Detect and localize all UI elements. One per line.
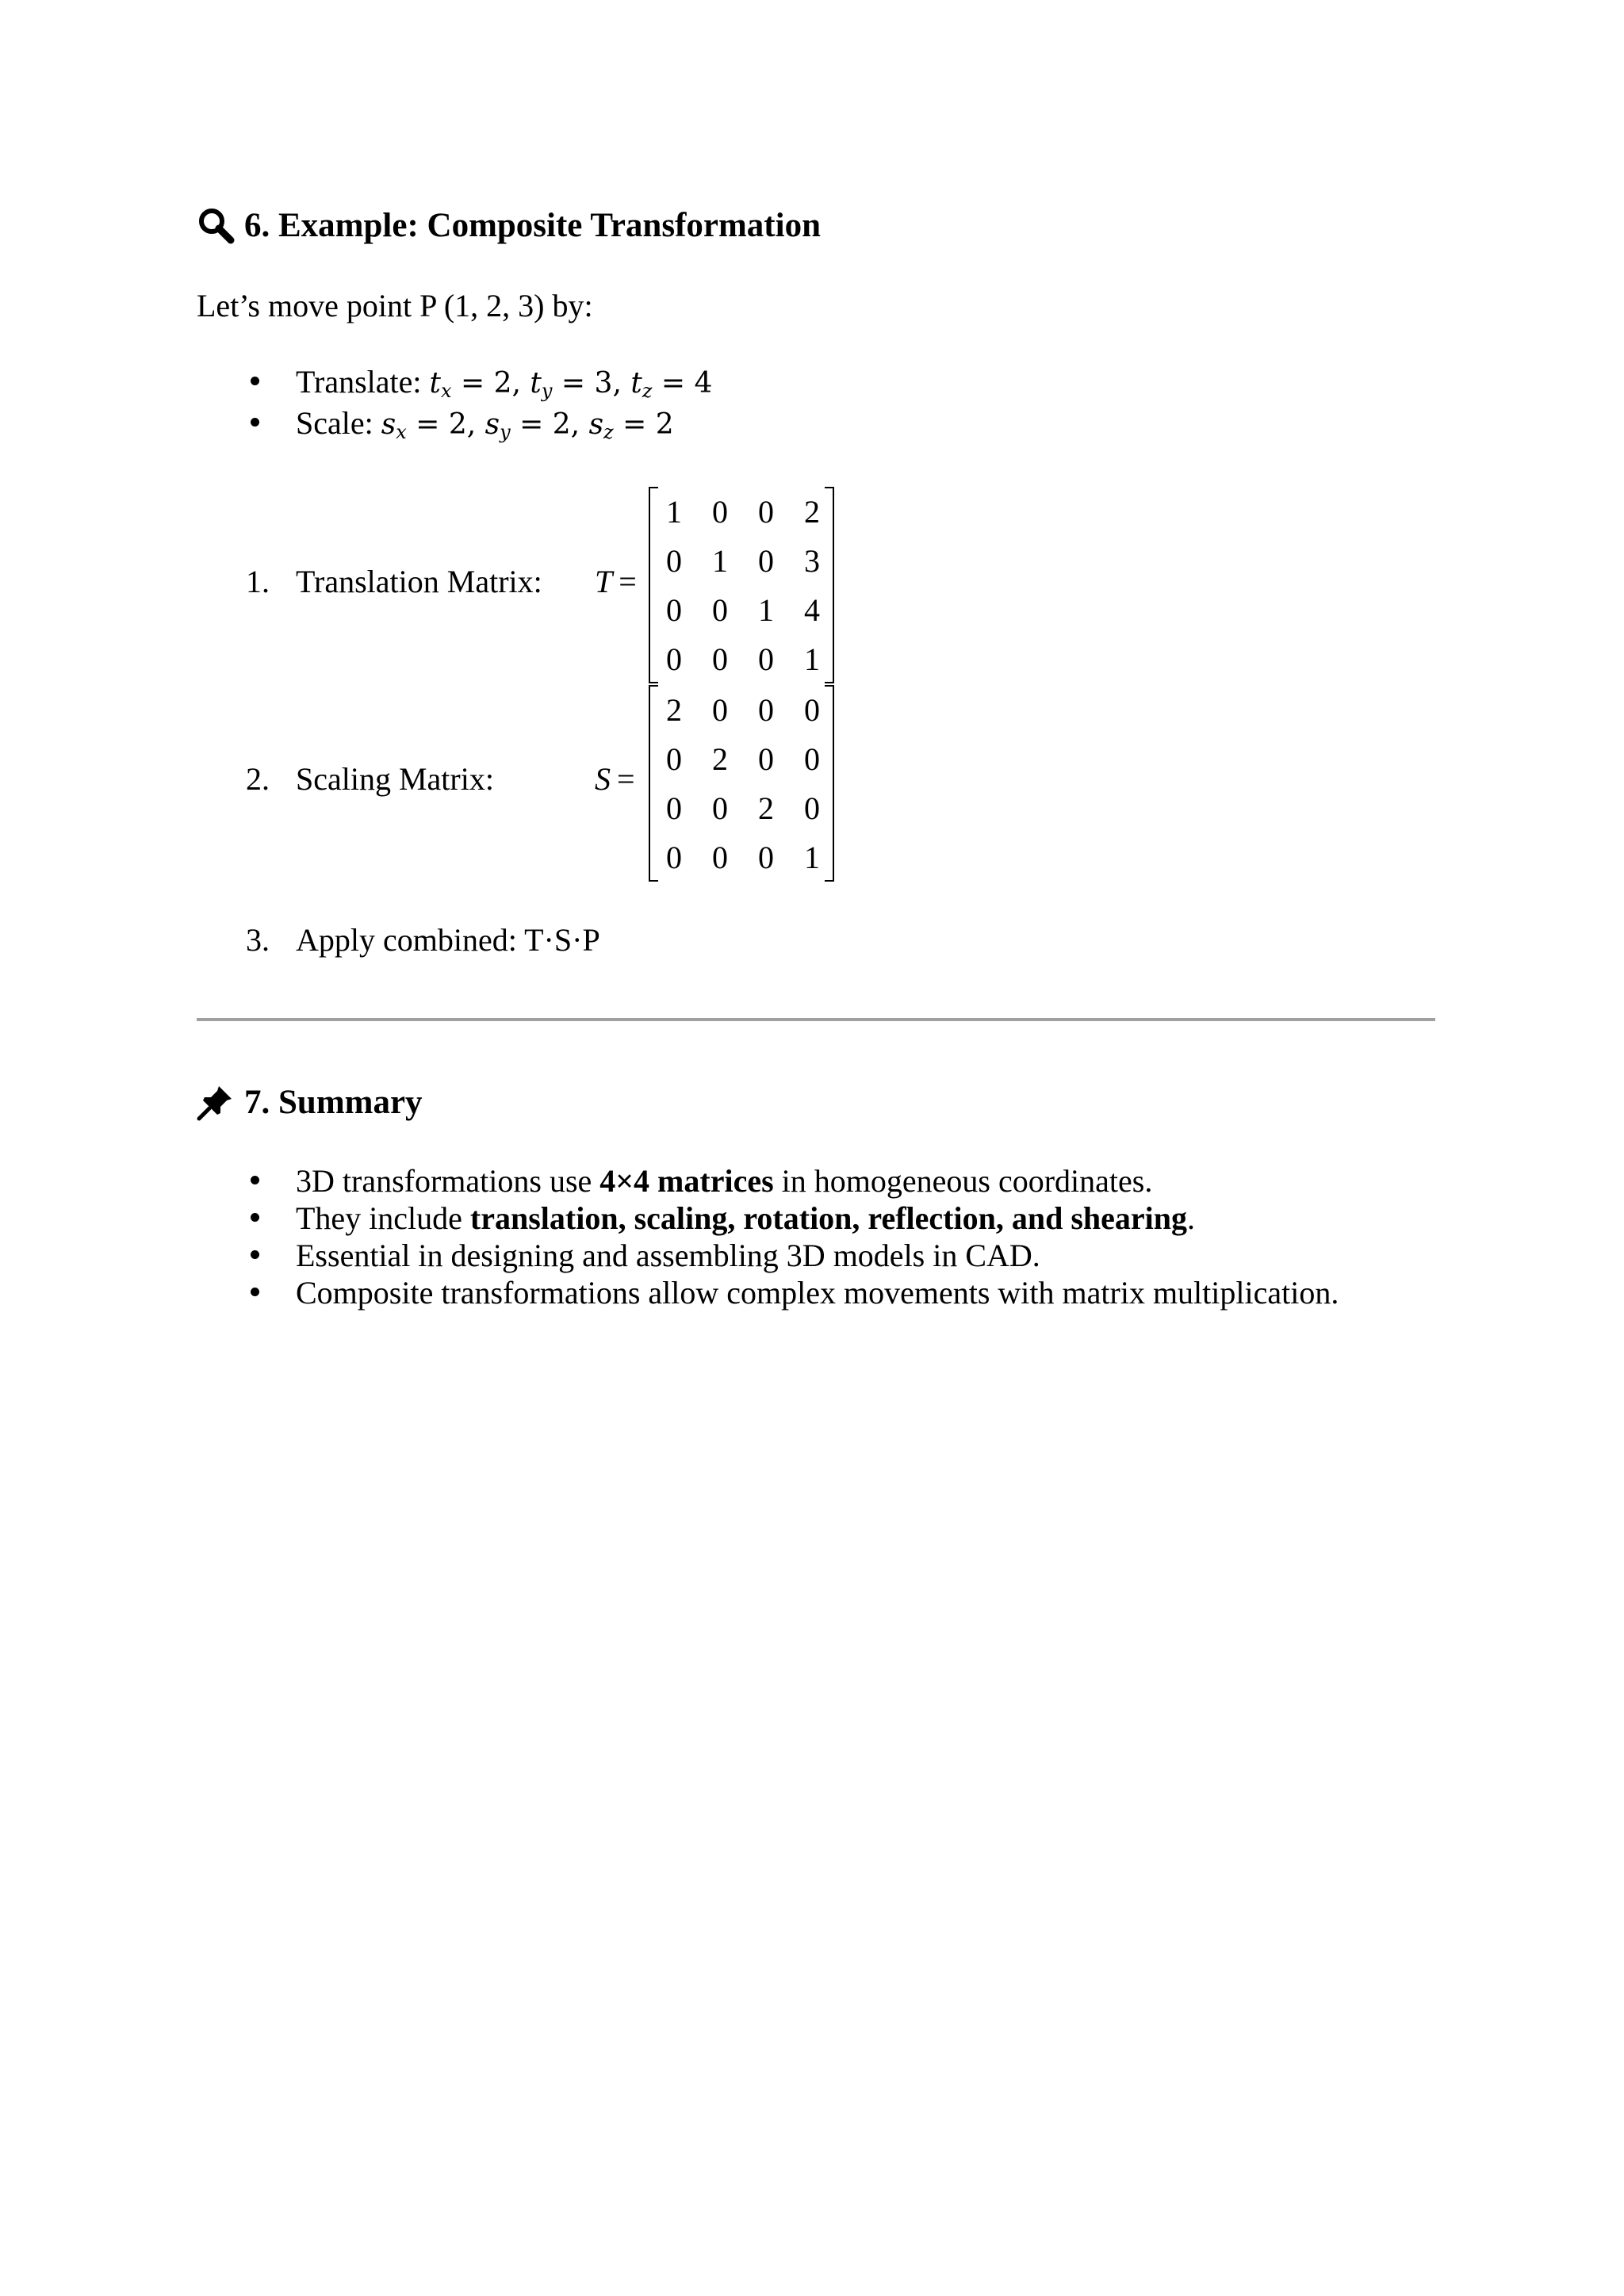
- bullet-dot: [251, 418, 259, 427]
- summary-2-text: They include: [296, 1200, 470, 1236]
- matrix-cell: 0: [712, 494, 728, 530]
- matrix-cell: 2: [666, 692, 682, 728]
- bullet-dot: [251, 1288, 259, 1296]
- matrix-cell: 0: [666, 840, 682, 875]
- step-2-label: Scaling Matrix:: [296, 761, 494, 797]
- matrix-cell: 0: [666, 592, 682, 628]
- matrix-cell: 0: [666, 741, 682, 777]
- step-1-number: 1.: [246, 564, 270, 599]
- matrix-cell: 0: [804, 692, 820, 728]
- matrix-cell: 0: [712, 840, 728, 875]
- section-divider: [197, 1018, 1435, 1021]
- section-7-title: 7. Summary: [244, 1083, 423, 1121]
- summary-2-bold: translation, scaling, rotation, reflection, and shearing: [469, 1200, 1188, 1236]
- matrix-cell: 0: [758, 840, 774, 875]
- matrix-cell: 4: [804, 592, 820, 628]
- matrix-cell: 0: [758, 741, 774, 777]
- matrix-cell: 2: [712, 741, 728, 777]
- matrix-cell: 0: [758, 692, 774, 728]
- matrix-cell: 0: [666, 641, 682, 677]
- matrix-cell: 0: [712, 790, 728, 826]
- summary-1-bold: 4×4 matrices: [599, 1163, 774, 1199]
- sy-value: 2: [552, 408, 571, 441]
- matrix-cell: 1: [712, 543, 728, 579]
- matrix-cell: 0: [712, 592, 728, 628]
- matrix-cell: 0: [758, 641, 774, 677]
- magnifier-icon: [197, 206, 235, 244]
- matrix-cell: 1: [758, 592, 774, 628]
- step-3-number: 3.: [246, 922, 270, 958]
- bullet-dot: [251, 1250, 259, 1259]
- matrix-cell: 2: [804, 494, 820, 530]
- scaling-matrix-symbol: S =: [595, 761, 635, 797]
- matrix-cell: 0: [758, 494, 774, 530]
- matrix-cell: 3: [804, 543, 820, 579]
- matrix-left-bracket: [649, 685, 658, 882]
- translate-label: Translate:: [296, 364, 422, 400]
- pushpin-icon: [197, 1083, 235, 1121]
- matrix-cell: 2: [758, 790, 774, 826]
- section-6-heading: [197, 206, 821, 244]
- matrix-cell: 0: [666, 790, 682, 826]
- tx-value: 2: [493, 367, 512, 400]
- matrix-cell: 0: [712, 692, 728, 728]
- matrix-left-bracket: [649, 487, 658, 683]
- summary-3-text: Essential in designing and assembling 3D models in CAD.: [296, 1238, 1040, 1273]
- matrix-cell: 1: [804, 840, 820, 875]
- tz-value: 4: [694, 367, 713, 400]
- matrix-cell: 0: [804, 790, 820, 826]
- section-6-title: 6. Example: Composite Transformation: [244, 206, 821, 244]
- scale-equation: $s_x = 2$, $s_y = 2$, $s_z = 2$: [381, 408, 674, 443]
- scaling-matrix: [649, 685, 834, 882]
- matrix-cell: 0: [804, 741, 820, 777]
- matrix-cell: 0: [758, 543, 774, 579]
- bullet-dot: [251, 1213, 259, 1222]
- step-1-label: Translation Matrix:: [296, 564, 542, 599]
- translation-matrix: [649, 487, 834, 683]
- matrix-cell: 1: [666, 494, 682, 530]
- matrix-cell: 0: [712, 641, 728, 677]
- step-2-number: 2.: [246, 761, 270, 797]
- bullet-dot: [251, 377, 259, 385]
- scale-label: Scale:: [296, 405, 373, 441]
- translation-matrix-symbol: T =: [595, 564, 637, 599]
- step-3-label: Apply combined: T·S·P: [296, 922, 600, 958]
- matrix-cell: 1: [804, 641, 820, 677]
- translate-equation: $t_x = 2$, $t_y = 3$, $t_z = 4$: [429, 367, 713, 402]
- bullet-dot: [251, 1176, 259, 1184]
- summary-4-text: Composite transformations allow complex movements with matrix multiplication.: [296, 1275, 1339, 1311]
- intro-paragraph: Let’s move point P (1, 2, 3) by:: [197, 288, 593, 323]
- ty-value: 3: [594, 367, 613, 400]
- summary-1-text-end: in homogeneous coordinates.: [773, 1163, 1153, 1199]
- matrix-cell: 0: [666, 543, 682, 579]
- sx-value: 2: [448, 408, 467, 441]
- sz-value: 2: [655, 408, 674, 441]
- summary-2-text-end: .: [1187, 1200, 1196, 1236]
- section-7-heading: [197, 1083, 423, 1121]
- summary-1-text: 3D transformations use: [296, 1163, 600, 1199]
